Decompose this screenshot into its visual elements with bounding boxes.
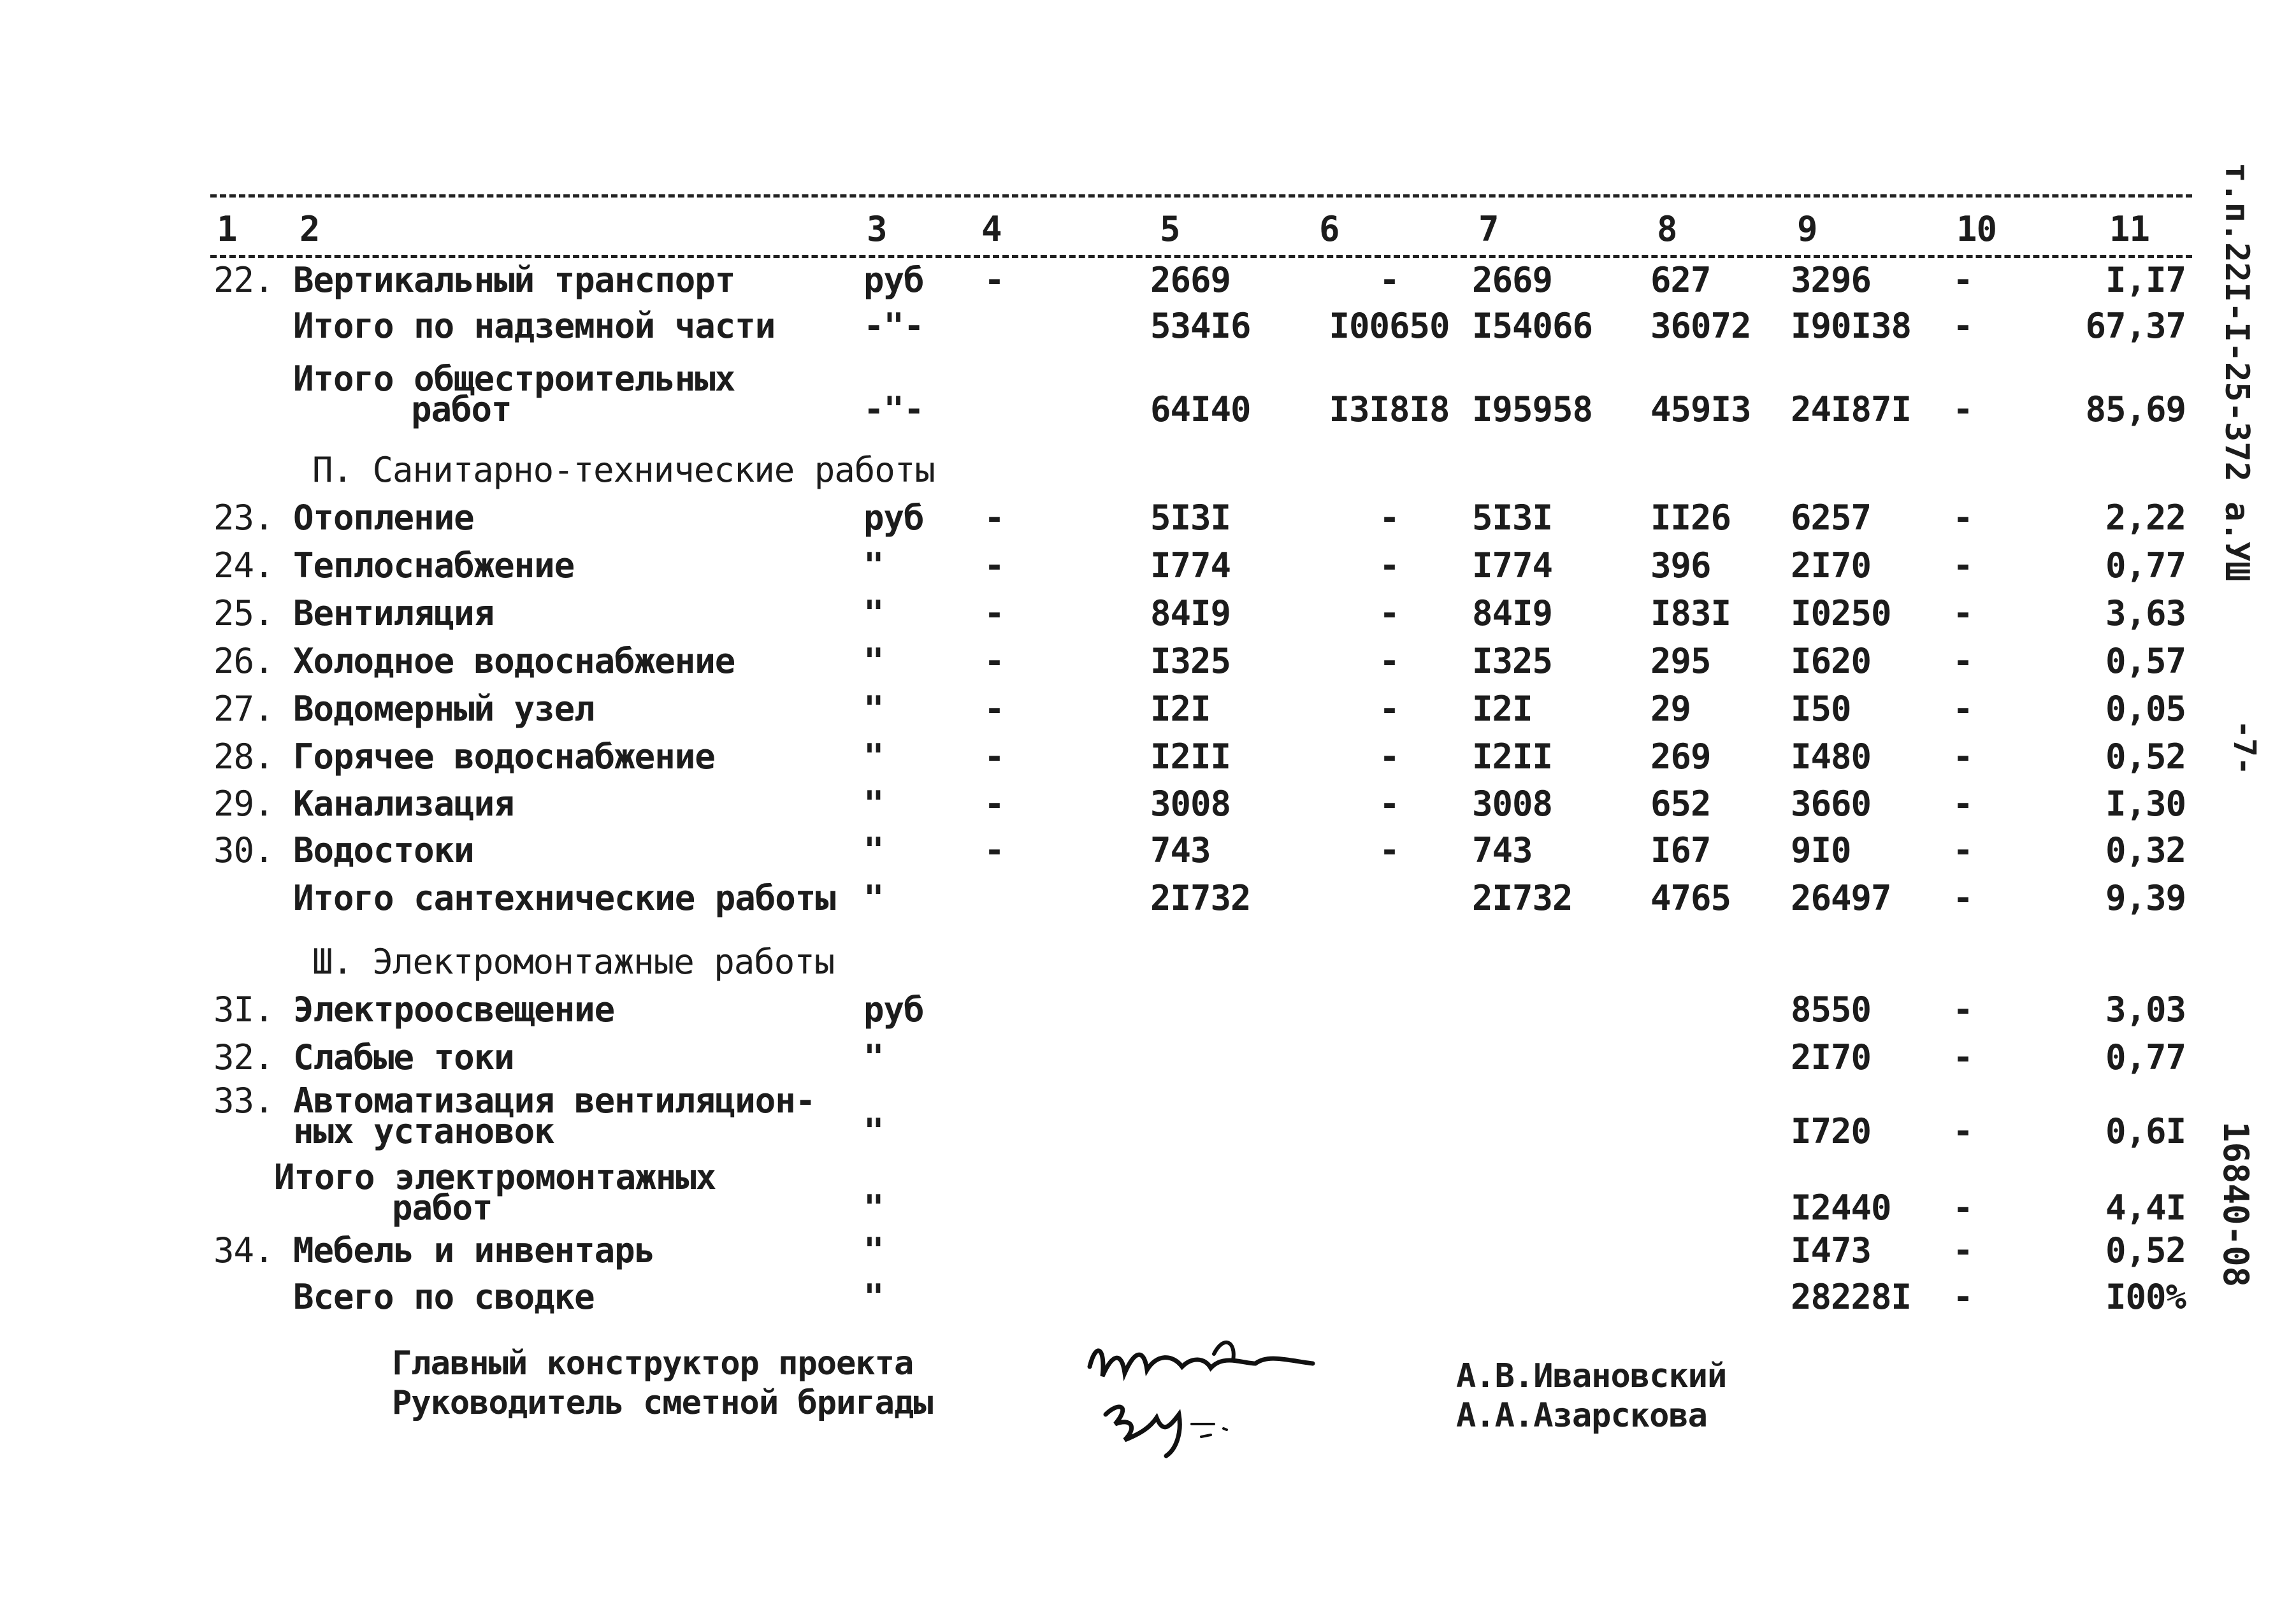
cell-c11: 0,77 bbox=[2105, 545, 2186, 586]
cell-unit: " bbox=[863, 1188, 884, 1228]
cell-c10: - bbox=[1953, 1277, 1973, 1317]
cell-c11: 2,22 bbox=[2105, 498, 2186, 538]
header-rule-bottom bbox=[210, 255, 2192, 258]
cell-c4: - bbox=[984, 593, 1004, 633]
cell-c6: I00650 bbox=[1329, 306, 1450, 346]
cell-c10: - bbox=[1953, 689, 1973, 729]
cell-c6: - bbox=[1379, 737, 1399, 777]
cell-c10: - bbox=[1953, 830, 1973, 870]
cell-c9: I90I38 bbox=[1791, 306, 1912, 346]
cell-c9: 9I0 bbox=[1791, 830, 1851, 870]
cell-unit: " bbox=[863, 641, 884, 681]
cell-c11: 3,03 bbox=[2105, 989, 2186, 1030]
cell-unit: " bbox=[863, 830, 884, 870]
cell-c8: 29 bbox=[1650, 689, 1691, 729]
cell-c8: 36072 bbox=[1650, 306, 1751, 346]
cell-unit: " bbox=[863, 593, 884, 633]
cell-c9: 2I70 bbox=[1791, 1037, 1872, 1077]
item-name: Автоматизация вентиляцион- bbox=[293, 1081, 816, 1121]
row-number: 23. bbox=[213, 498, 274, 538]
item-name: Итого общестроительных bbox=[293, 359, 735, 399]
cell-c11: 0,52 bbox=[2105, 1230, 2186, 1270]
cell-unit: " bbox=[863, 1277, 884, 1317]
cell-c9: 24I87I bbox=[1791, 389, 1912, 429]
cell-c11: I,30 bbox=[2105, 784, 2186, 824]
signer-name-2: А.А.Азарскова bbox=[1456, 1397, 1707, 1435]
cell-c4: - bbox=[984, 260, 1004, 300]
cell-c6: - bbox=[1379, 545, 1399, 586]
cell-c11: 85,69 bbox=[2085, 389, 2186, 429]
row-number: 26. bbox=[213, 641, 274, 681]
cell-unit: " bbox=[863, 545, 884, 586]
cell-c5: I774 bbox=[1150, 545, 1231, 586]
cell-c6: - bbox=[1379, 593, 1399, 633]
cell-c10: - bbox=[1953, 593, 1973, 633]
role-estimate-leader: Руководитель сметной бригады bbox=[392, 1384, 933, 1422]
cell-c8: 396 bbox=[1650, 545, 1711, 586]
cell-c9: I480 bbox=[1791, 737, 1872, 777]
cell-c10: - bbox=[1953, 260, 1973, 300]
cell-c11: 3,63 bbox=[2105, 593, 2186, 633]
stamp-number: 16840-08 bbox=[2216, 1121, 2256, 1288]
cell-unit: руб bbox=[863, 260, 924, 300]
cell-c10: - bbox=[1953, 1111, 1973, 1151]
cell-c10: - bbox=[1953, 1037, 1973, 1077]
cell-c4: - bbox=[984, 830, 1004, 870]
row-number: 33. bbox=[213, 1081, 274, 1121]
column-number: 2 bbox=[300, 209, 320, 249]
cell-c11: 0,05 bbox=[2105, 689, 2186, 729]
item-name: Холодное водоснабжение bbox=[293, 641, 735, 681]
row-number: 22. bbox=[213, 260, 274, 300]
item-name: Вентиляция bbox=[293, 593, 495, 633]
cell-c5: 3008 bbox=[1150, 784, 1231, 824]
cell-c8: 459I3 bbox=[1650, 389, 1751, 429]
column-number: 9 bbox=[1797, 209, 1817, 249]
cell-unit: " bbox=[863, 689, 884, 729]
cell-c6: - bbox=[1379, 830, 1399, 870]
column-number: 3 bbox=[867, 209, 887, 249]
cell-c9: 26497 bbox=[1791, 878, 1891, 918]
cell-c7: I325 bbox=[1472, 641, 1553, 681]
cell-c7: I95958 bbox=[1472, 389, 1593, 429]
row-number: 34. bbox=[213, 1230, 274, 1270]
cell-c8: 269 bbox=[1650, 737, 1711, 777]
section-heading: Ш. Электромонтажные работы bbox=[312, 942, 835, 982]
cell-c4: - bbox=[984, 498, 1004, 538]
cell-unit: " bbox=[863, 878, 884, 918]
cell-unit: -"- bbox=[863, 306, 924, 346]
cell-c11: I,I7 bbox=[2105, 260, 2186, 300]
item-name-continued: ных установок bbox=[293, 1111, 554, 1151]
page-mark: -7- bbox=[2227, 720, 2262, 775]
column-number: 7 bbox=[1478, 209, 1499, 249]
row-number: 3I. bbox=[213, 989, 274, 1030]
item-name-continued: работ bbox=[411, 389, 512, 429]
cell-c8: 4765 bbox=[1650, 878, 1731, 918]
cell-unit: -"- bbox=[863, 389, 924, 429]
cell-unit: " bbox=[863, 784, 884, 824]
cell-c7: 84I9 bbox=[1472, 593, 1553, 633]
item-name: Отопление bbox=[293, 498, 474, 538]
item-name: Итого по надземной части bbox=[293, 306, 776, 346]
item-name: Канализация bbox=[293, 784, 514, 824]
row-number: 32. bbox=[213, 1037, 274, 1077]
cell-unit: руб bbox=[863, 498, 924, 538]
cell-c4: - bbox=[984, 641, 1004, 681]
row-number: 29. bbox=[213, 784, 274, 824]
cell-c9: I0250 bbox=[1791, 593, 1891, 633]
cell-c10: - bbox=[1953, 641, 1973, 681]
cell-c10: - bbox=[1953, 389, 1973, 429]
item-name: Водостоки bbox=[293, 830, 474, 870]
header-rule-top bbox=[210, 194, 2192, 198]
row-number: 25. bbox=[213, 593, 274, 633]
item-name: Итого сантехнические работы bbox=[293, 878, 835, 918]
item-name: Вертикальный транспорт bbox=[293, 260, 735, 300]
item-name: Всего по сводке bbox=[293, 1277, 595, 1317]
cell-c6: - bbox=[1379, 260, 1399, 300]
cell-c9: I473 bbox=[1791, 1230, 1872, 1270]
cell-c6: - bbox=[1379, 784, 1399, 824]
cell-c5: I2II bbox=[1150, 737, 1231, 777]
cell-c5: 64I40 bbox=[1150, 389, 1251, 429]
cell-c11: 9,39 bbox=[2105, 878, 2186, 918]
cell-c7: I774 bbox=[1472, 545, 1553, 586]
cell-c8: I67 bbox=[1650, 830, 1711, 870]
cell-c8: 627 bbox=[1650, 260, 1711, 300]
cell-c7: 5I3I bbox=[1472, 498, 1553, 538]
cell-unit: " bbox=[863, 737, 884, 777]
cell-c7: 743 bbox=[1472, 830, 1533, 870]
row-number: 24. bbox=[213, 545, 274, 586]
cell-c4: - bbox=[984, 737, 1004, 777]
cell-c4: - bbox=[984, 784, 1004, 824]
column-number: 5 bbox=[1160, 209, 1180, 249]
cell-c9: I720 bbox=[1791, 1111, 1872, 1151]
cell-c10: - bbox=[1953, 737, 1973, 777]
column-number: 10 bbox=[1956, 209, 1997, 249]
item-name: Теплоснабжение bbox=[293, 545, 575, 586]
cell-unit: руб bbox=[863, 989, 924, 1030]
handwritten-signature-1 bbox=[1077, 1328, 1332, 1399]
cell-c7: I2II bbox=[1472, 737, 1553, 777]
cell-c5: I325 bbox=[1150, 641, 1231, 681]
cell-c11: 0,52 bbox=[2105, 737, 2186, 777]
cell-c5: 2I732 bbox=[1150, 878, 1251, 918]
cell-unit: " bbox=[863, 1111, 884, 1151]
cell-unit: " bbox=[863, 1037, 884, 1077]
cell-c9: 2I70 bbox=[1791, 545, 1872, 586]
row-number: 30. bbox=[213, 830, 274, 870]
cell-c11: 4,4I bbox=[2105, 1188, 2186, 1228]
cell-c11: 0,77 bbox=[2105, 1037, 2186, 1077]
cell-c6: I3I8I8 bbox=[1329, 389, 1450, 429]
cell-c9: I620 bbox=[1791, 641, 1872, 681]
cell-c7: I2I bbox=[1472, 689, 1533, 729]
cell-c11: 0,57 bbox=[2105, 641, 2186, 681]
item-name: Слабые токи bbox=[293, 1037, 514, 1077]
cell-c7: 3008 bbox=[1472, 784, 1553, 824]
cell-c5: 5I3I bbox=[1150, 498, 1231, 538]
column-number: 8 bbox=[1657, 209, 1677, 249]
document-code: т.п.22I-I-25-372 а.УШ bbox=[2218, 162, 2256, 582]
handwritten-signature-2 bbox=[1096, 1389, 1287, 1459]
cell-c6: - bbox=[1379, 641, 1399, 681]
cell-c11: 0,32 bbox=[2105, 830, 2186, 870]
cell-c10: - bbox=[1953, 784, 1973, 824]
item-name: Водомерный узел bbox=[293, 689, 595, 729]
cell-c8: I83I bbox=[1650, 593, 1731, 633]
cell-c9: I50 bbox=[1791, 689, 1851, 729]
cell-c8: 295 bbox=[1650, 641, 1711, 681]
item-name: Электроосвещение bbox=[293, 989, 615, 1030]
cell-c5: I2I bbox=[1150, 689, 1211, 729]
cell-c10: - bbox=[1953, 878, 1973, 918]
cell-c5: 743 bbox=[1150, 830, 1211, 870]
cell-c9: 8550 bbox=[1791, 989, 1872, 1030]
cell-c11: 0,6I bbox=[2105, 1111, 2186, 1151]
column-number: 11 bbox=[2109, 209, 2150, 249]
cell-c10: - bbox=[1953, 498, 1973, 538]
cell-c8: 652 bbox=[1650, 784, 1711, 824]
cell-c4: - bbox=[984, 689, 1004, 729]
role-chief-designer: Главный конструктор проекта bbox=[392, 1344, 914, 1383]
signer-name-1: А.В.Ивановский bbox=[1456, 1357, 1727, 1395]
cell-c11: I00% bbox=[2105, 1277, 2186, 1317]
cell-c9: 3296 bbox=[1791, 260, 1872, 300]
cell-c6: - bbox=[1379, 689, 1399, 729]
item-name: Итого электромонтажных bbox=[274, 1157, 716, 1197]
cell-c10: - bbox=[1953, 989, 1973, 1030]
section-heading: П. Санитарно-технические работы bbox=[312, 450, 935, 490]
cell-c5: 534I6 bbox=[1150, 306, 1251, 346]
item-name-continued: работ bbox=[392, 1188, 493, 1228]
cell-c6: - bbox=[1379, 498, 1399, 538]
column-number: 4 bbox=[981, 209, 1002, 249]
cell-c8: II26 bbox=[1650, 498, 1731, 538]
column-number: 6 bbox=[1319, 209, 1339, 249]
cell-c7: 2669 bbox=[1472, 260, 1553, 300]
cell-c5: 84I9 bbox=[1150, 593, 1231, 633]
item-name: Мебель и инвентарь bbox=[293, 1230, 655, 1270]
cell-unit: " bbox=[863, 1230, 884, 1270]
cell-c9: 28228I bbox=[1791, 1277, 1912, 1317]
cell-c5: 2669 bbox=[1150, 260, 1231, 300]
cell-c9: 3660 bbox=[1791, 784, 1872, 824]
cell-c9: I2440 bbox=[1791, 1188, 1891, 1228]
column-number: 1 bbox=[217, 209, 237, 249]
cell-c7: 2I732 bbox=[1472, 878, 1573, 918]
cell-c10: - bbox=[1953, 1188, 1973, 1228]
cell-c10: - bbox=[1953, 1230, 1973, 1270]
row-number: 28. bbox=[213, 737, 274, 777]
row-number: 27. bbox=[213, 689, 274, 729]
cell-c4: - bbox=[984, 545, 1004, 586]
cell-c9: 6257 bbox=[1791, 498, 1872, 538]
cell-c7: I54066 bbox=[1472, 306, 1593, 346]
cell-c10: - bbox=[1953, 306, 1973, 346]
item-name: Горячее водоснабжение bbox=[293, 737, 715, 777]
cell-c10: - bbox=[1953, 545, 1973, 586]
cell-c11: 67,37 bbox=[2085, 306, 2186, 346]
